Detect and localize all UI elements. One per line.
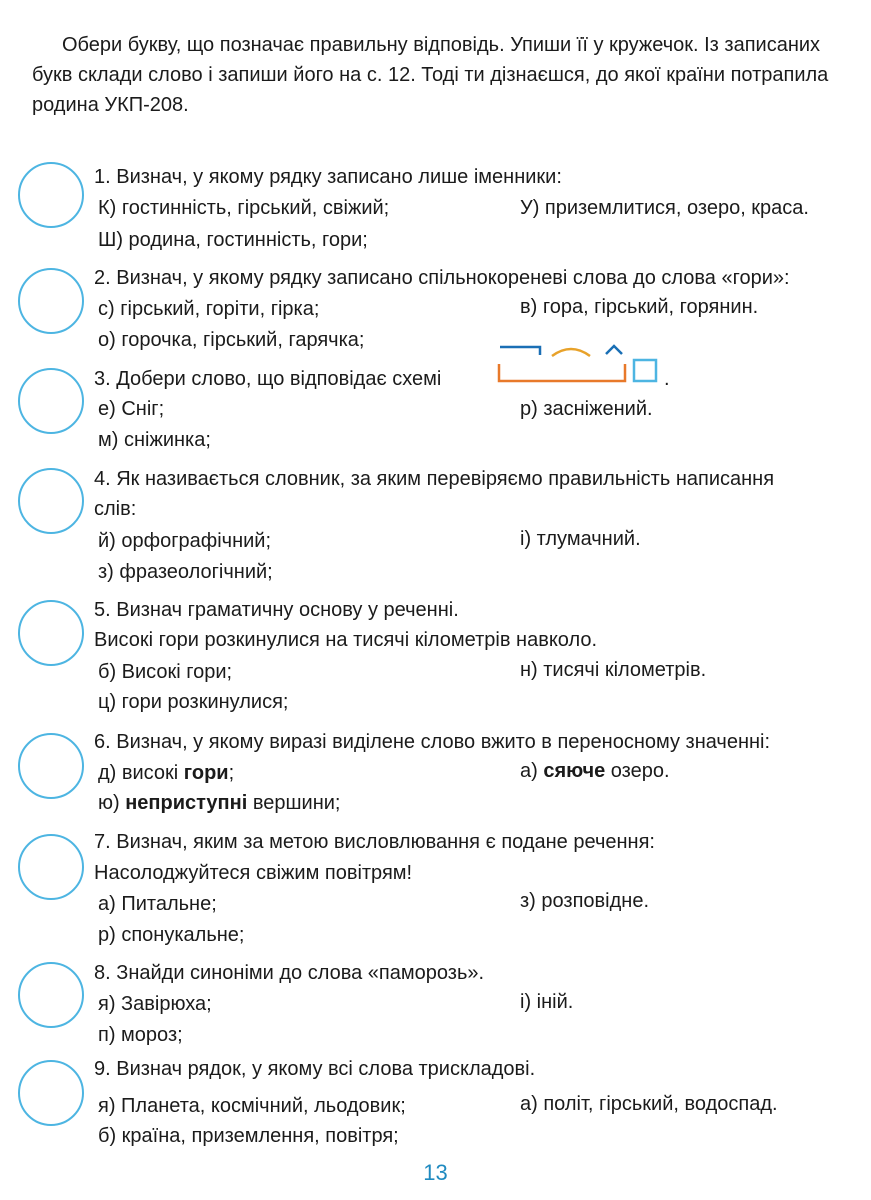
option-8c: п) мороз; (98, 1024, 183, 1046)
ending-mark (634, 360, 656, 381)
option-8a: я) Завірюха; (98, 993, 212, 1015)
option-2b: в) гора, гірський, горянин. (520, 296, 759, 318)
option-1b: У) приземлитися, озеро, краса. (520, 197, 809, 219)
option-6c-highlight: неприступні (125, 792, 248, 814)
option-3b: р) засніжений. (520, 398, 653, 420)
option-4a: й) орфографічний; (98, 530, 272, 552)
answer-circle-7[interactable] (18, 834, 84, 900)
question-7-sentence: Насолоджуйтеся свіжим повітрям! (94, 862, 413, 884)
option-3c: м) сніжинка; (98, 429, 211, 451)
stem-mark (499, 364, 625, 381)
option-4b: і) тлумачний. (520, 528, 641, 550)
question-9-title: 9. Визнач рядок, у якому всі слова трискладові. (94, 1058, 536, 1080)
option-7a: а) Питальне; (98, 893, 217, 915)
answer-circle-8[interactable] (18, 962, 84, 1028)
option-6b-highlight: сяюче (543, 760, 606, 782)
answer-circle-9[interactable] (18, 1060, 84, 1126)
answer-circle-3[interactable] (18, 368, 84, 434)
option-9b: а) політ, гірський, водоспад. (520, 1093, 778, 1115)
option-8b: і) іній. (520, 991, 574, 1013)
question-5-sentence: Високі гори розкинулися на тисячі кілометрів навколо. (94, 629, 598, 651)
option-4c: з) фразеологічний; (98, 561, 273, 583)
question-8-title: 8. Знайди синоніми до слова «паморозь». (94, 962, 485, 984)
answer-circle-4[interactable] (18, 468, 84, 534)
question-3-period: . (664, 368, 670, 390)
option-7c: р) спонукальне; (98, 924, 245, 946)
answer-circle-5[interactable] (18, 600, 84, 666)
answer-circle-1[interactable] (18, 162, 84, 228)
option-1a: К) гостинність, гірський, свіжий; (98, 197, 390, 219)
option-6b: а) сяюче озеро. (520, 760, 670, 782)
option-1c: Ш) родина, гостинність, гори; (98, 229, 368, 251)
question-5-title: 5. Визнач граматичну основу у реченні. (94, 599, 459, 621)
question-1-title: 1. Визнач, у якому рядку записано лише іменники: (94, 166, 562, 188)
option-3a: е) Сніг; (98, 398, 165, 420)
option-9c: б) країна, приземлення, повітря; (98, 1125, 399, 1147)
option-2c: о) горочка, гірський, гарячка; (98, 329, 365, 351)
instructions: Обери букву, що позначає правильну відповідь. Упиши її у кружечок. Із записаних букв склади слово і запиши його на с. 12. Тоді ти дізнаєшся, до якої країни потрапила родина УКП-208. (32, 34, 829, 116)
page-number: 13 (423, 1160, 448, 1185)
question-6-title: 6. Визнач, у якому виразі виділене слово вжито в переносному значенні: (94, 731, 771, 753)
option-5a: б) Високі гори; (98, 661, 233, 683)
option-6a-highlight: гори (183, 762, 229, 784)
question-3-title: 3. Добери слово, що відповідає схемі (94, 368, 442, 390)
question-4-title: 4. Як називається словник, за яким перевіряємо правильність написання (94, 468, 775, 490)
word-scheme (496, 340, 666, 388)
answer-circle-2[interactable] (18, 268, 84, 334)
question-2-title: 2. Визнач, у якому рядку записано спільнокореневі слова до слова «гори»: (94, 267, 790, 289)
option-2a: с) гірський, горіти, гірка; (98, 298, 320, 320)
prefix-mark (500, 347, 540, 355)
option-7b: з) розповідне. (520, 890, 649, 912)
option-6a: д) високі гори; (98, 762, 235, 784)
answer-circle-6[interactable] (18, 733, 84, 799)
root-mark (552, 349, 590, 356)
question-7-title: 7. Визнач, яким за метою висловлювання є подане речення: (94, 831, 655, 853)
suffix-mark (606, 346, 622, 354)
question-4-title-cont: слів: (94, 498, 137, 520)
option-6c: ю) неприступні вершини; (98, 792, 341, 814)
option-5b: н) тисячі кілометрів. (520, 659, 707, 681)
option-9a: я) Планета, космічний, льодовик; (98, 1095, 406, 1117)
option-5c: ц) гори розкинулися; (98, 691, 289, 713)
